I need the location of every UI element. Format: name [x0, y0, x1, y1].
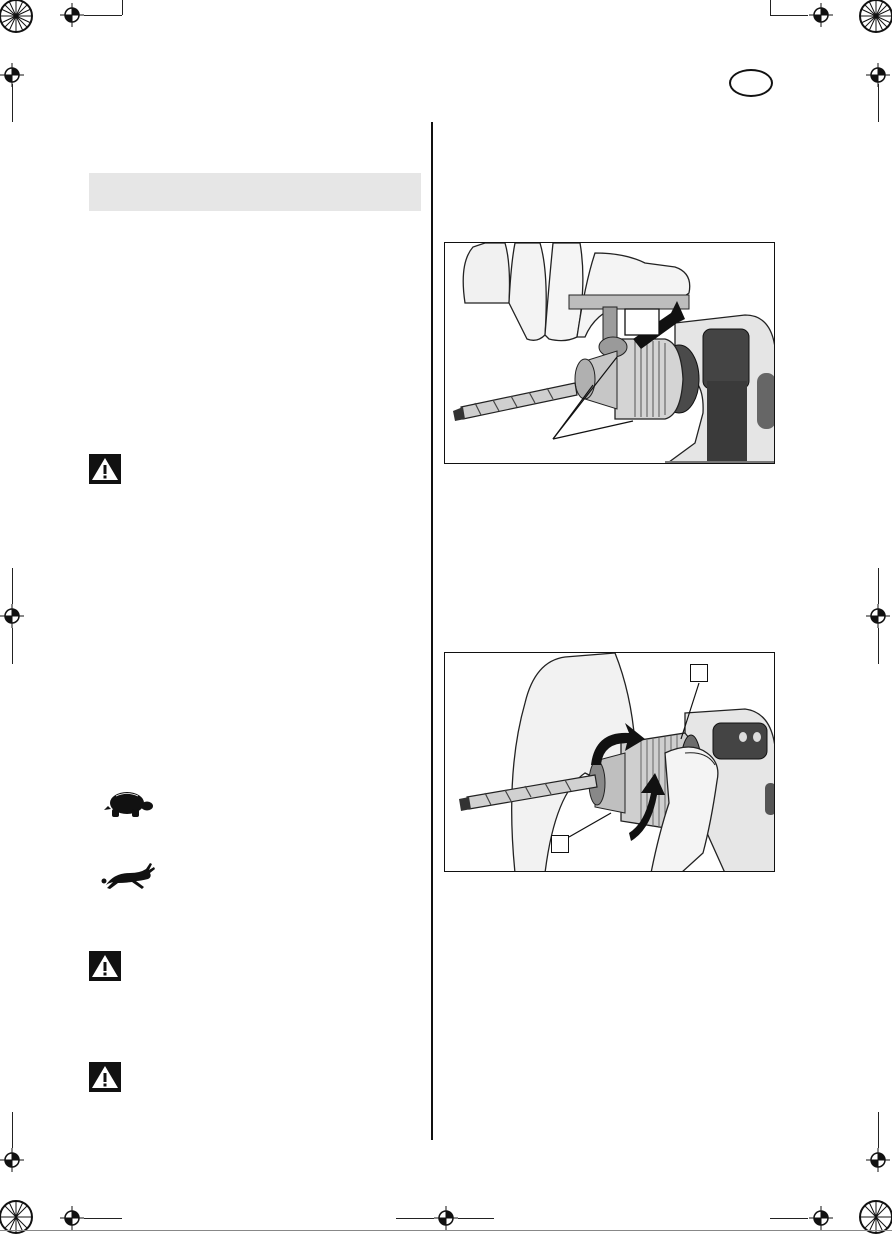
drill-key-chuck-illustration — [445, 243, 775, 464]
figure-callout-top — [690, 664, 708, 682]
crop-mark — [12, 628, 13, 664]
crop-mark — [458, 1218, 494, 1219]
color-rosette-icon — [0, 0, 34, 34]
crop-mark — [770, 15, 808, 16]
section-heading-bar — [89, 173, 421, 211]
crop-mark — [12, 84, 13, 122]
crop-mark — [12, 1112, 13, 1148]
page-trim-line — [0, 1230, 892, 1231]
warning-triangle-icon — [89, 1062, 121, 1092]
crop-mark — [878, 628, 879, 664]
warning-triangle-icon — [89, 454, 121, 484]
registration-mark-icon — [0, 604, 24, 628]
color-rosette-icon — [858, 0, 892, 34]
crop-mark — [396, 1218, 434, 1219]
crop-mark — [878, 84, 879, 122]
turtle-icon — [100, 788, 156, 820]
registration-mark-icon — [60, 1206, 84, 1230]
registration-mark-icon — [60, 3, 84, 27]
warning-triangle-icon — [89, 951, 121, 981]
registration-mark-icon — [866, 604, 890, 628]
registration-mark-icon — [434, 1206, 458, 1230]
crop-mark — [878, 568, 879, 604]
crop-mark — [770, 1218, 808, 1219]
drill-keyless-chuck-illustration — [445, 653, 775, 872]
registration-mark-icon — [809, 3, 833, 27]
crop-mark — [878, 1112, 879, 1148]
registration-mark-icon — [809, 1206, 833, 1230]
crop-mark — [84, 1218, 122, 1219]
registration-mark-icon — [0, 1148, 24, 1172]
figure-keyless-chuck — [444, 652, 775, 872]
crop-mark — [770, 0, 771, 15]
hare-icon — [100, 861, 158, 891]
registration-mark-icon — [866, 1148, 890, 1172]
figure-callout-bottom — [551, 835, 569, 853]
figure-key-chuck — [444, 242, 775, 464]
column-divider — [431, 122, 433, 1140]
country-code-badge — [729, 69, 773, 97]
crop-mark — [122, 0, 123, 15]
crop-mark — [12, 568, 13, 604]
crop-mark — [84, 15, 122, 16]
